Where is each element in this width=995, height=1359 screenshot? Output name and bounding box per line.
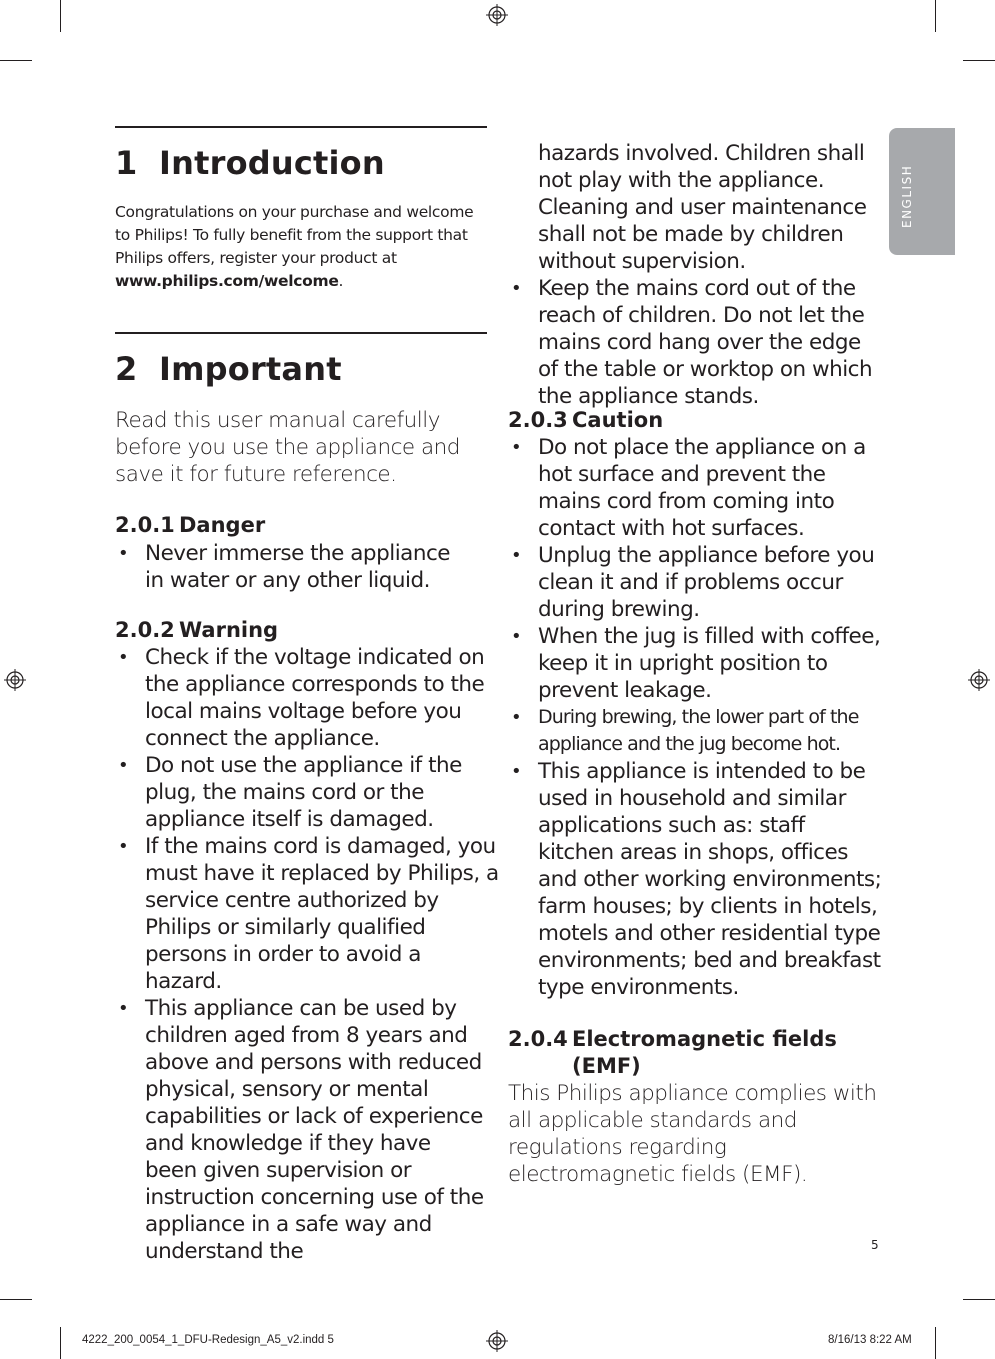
- crop-mark: [0, 60, 32, 61]
- language-tab-label: ENGLISH: [900, 164, 914, 228]
- list-item: • During brewing, the lower part of the appliance and the jug become hot.: [511, 706, 859, 755]
- registration-mark-icon: [968, 669, 990, 691]
- danger-title: Danger: [179, 513, 266, 537]
- crop-mark: [963, 60, 995, 61]
- list-item: • Do not place the appliance on a hot surface and prevent the mains cord from coming into contact with hot surfaces.: [511, 435, 866, 541]
- section2-title: Important: [159, 350, 342, 388]
- page-number: 5: [871, 1238, 879, 1252]
- slug-filename: 4222_200_0054_1_DFU-Redesign_A5_v2.indd 5: [82, 1334, 334, 1346]
- registration-link-suffix: .: [338, 272, 344, 290]
- danger-list: [115, 540, 465, 594]
- crop-mark: [60, 0, 61, 32]
- caution-list: [508, 434, 883, 1001]
- warning-heading: [115, 617, 278, 644]
- crop-mark: [935, 0, 936, 32]
- slug-timestamp: 8/16/13 8:22 AM: [828, 1334, 912, 1346]
- section-rule: [115, 126, 487, 128]
- list-item: • Never immerse the appliance in water or any other liquid.: [118, 541, 451, 593]
- list-item: • Keep the mains cord out of the reach of children. Do not let the mains cord hang over the edge of the table or worktop on which the appliance stands.: [511, 276, 873, 409]
- section-rule: [115, 332, 487, 334]
- registration-link[interactable]: www.philips.com/welcome: [115, 272, 339, 290]
- emf-title-line2: (EMF): [572, 1054, 641, 1078]
- language-tab: [889, 128, 955, 255]
- section2-intro: Read this user manual carefully before you use the appliance and save it for future reference.: [115, 408, 460, 487]
- warning-title: Warning: [179, 618, 279, 642]
- warning-number: 2.0.2: [115, 618, 175, 642]
- danger-heading: [115, 512, 265, 539]
- list-item: • This appliance can be used by children aged from 8 years and above and persons with reduced physical, sensory or mental capabilities or lack of experience and knowledge if they have been given supervision or instruction concerning use of the appliance in a safe way and understand the: [118, 996, 484, 1264]
- section2-heading: [115, 351, 342, 387]
- emf-number: 2.0.4: [508, 1027, 568, 1051]
- list-item: • If the mains cord is damaged, you must have it replaced by Philips, a service centre authorized by Philips or similarly qualified persons in order to avoid a hazard.: [118, 834, 499, 994]
- emf-heading: [508, 1026, 888, 1080]
- section2-number: 2: [115, 350, 138, 388]
- caution-number: 2.0.3: [508, 408, 568, 432]
- caution-heading: [508, 407, 663, 434]
- registration-mark-icon: [486, 1330, 508, 1352]
- list-item: • Check if the voltage indicated on the appliance corresponds to the local mains voltage before you connect the appliance.: [118, 645, 485, 751]
- list-item: • This appliance is intended to be used in household and similar applications such as: staff kitchen areas in shops, offices and other working environments; farm houses; by clients in hotels, motels and other residential type environments; bed and breakfast type environments.: [511, 759, 882, 1000]
- registration-mark-icon: [486, 4, 508, 26]
- registration-mark-icon: [4, 669, 26, 691]
- emf-text: This Philips appliance complies with all applicable standards and regulations regarding electromagnetic fields (EMF).: [508, 1081, 877, 1187]
- emf-title: Electromagnetic fields: [572, 1027, 837, 1051]
- list-item-continued: hazards involved. Children shall not play with the appliance. Cleaning and user maintenance shall not be made by children without supervision.: [538, 141, 867, 274]
- list-item: • When the jug is filled with coffee, keep it in upright position to prevent leakage.: [511, 624, 881, 703]
- list-item: • Do not use the appliance if the plug, the mains cord or the appliance itself is damaged.: [118, 753, 462, 832]
- section1-heading: [115, 145, 385, 181]
- warning-list-continued: [508, 140, 886, 410]
- section1-text: Congratulations on your purchase and welcome to Philips! To fully benefit from the support that Philips offers, register your product at: [115, 203, 474, 267]
- list-item: • Unplug the appliance before you clean it and if problems occur during brewing.: [511, 543, 875, 622]
- section1-text-block: [115, 201, 480, 293]
- crop-mark: [935, 1327, 936, 1359]
- section1-number: 1: [115, 144, 138, 182]
- section1-title: Introduction: [159, 144, 385, 182]
- crop-mark: [963, 1299, 995, 1300]
- caution-title: Caution: [572, 408, 664, 432]
- warning-list: [115, 644, 499, 1265]
- danger-number: 2.0.1: [115, 513, 175, 537]
- crop-mark: [0, 1299, 32, 1300]
- crop-mark: [60, 1327, 61, 1359]
